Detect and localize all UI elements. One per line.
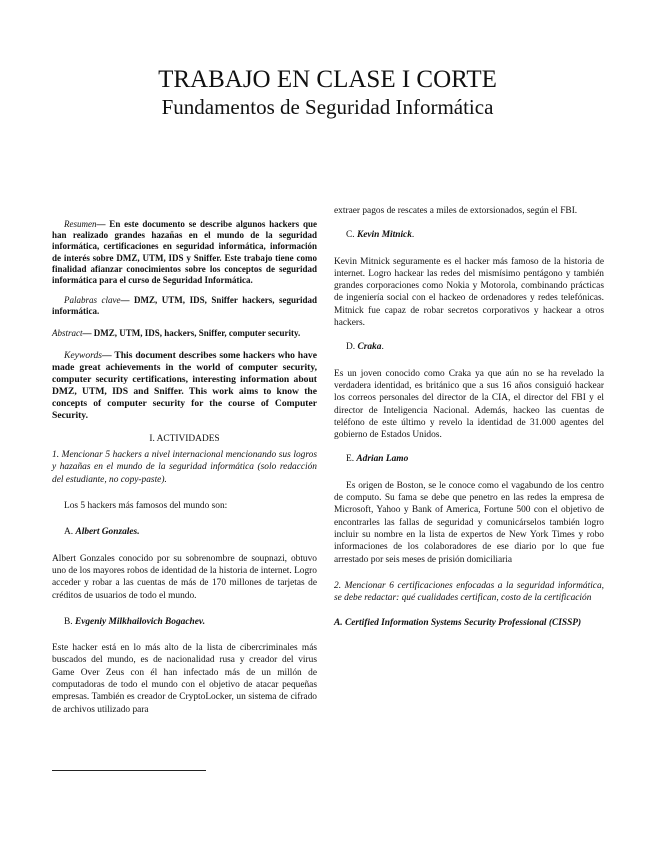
- subheading-prefix: B.: [64, 616, 75, 627]
- abstract-paragraph: [52, 328, 317, 339]
- subheading-dot: .: [381, 342, 384, 353]
- hackers-intro: Los 5 hackers más famosos del mundo son:: [64, 501, 228, 512]
- certification-a-heading: A. Certified Information Systems Security Professional (CISSP): [334, 618, 582, 629]
- subheading-name: Adrian Lamo: [356, 454, 409, 465]
- subheading-dot: .: [411, 230, 415, 241]
- section-heading-actividades: I. ACTIVIDADES: [149, 433, 220, 444]
- page-subtitle: Fundamentos de Seguridad Informática: [161, 95, 494, 119]
- footnote-rule: [52, 770, 206, 771]
- keywords-text: — This document describes some hackers who have made great achievements in the world of computer security, computer security certifications, interesting information about DMZ, UTM, IDS and Sniffer. This work aims to know the concepts of computer security for the course of Computer Security.: [52, 349, 317, 421]
- left-column: [52, 219, 317, 716]
- kevin-mitnick-text: Kevin Mitnick seguramente es el hacker más famoso de la historia de internet. Logro hackear las redes del mismísimo pentágono y también grandes corporaciones como Nokia y Motorola, combinando prácticas de ingeniería social con el hackeo de ordenadores y redes telefónicas. Mitnick fue capaz de robar secretos corporativos y hackear a otros hackers.: [334, 256, 604, 329]
- keywords-label: Keywords: [64, 349, 103, 361]
- evgeniy-bogachev-text: Este hacker está en lo más alto de la lista de cibercriminales más buscados del mundo, es de nacionalidad rusa y creador del virus Game Over Zeus con él han infectado más de un millón de computadoras de todo el mundo con el objetivo de atacar pequeñas empresas. También es creador de CryptoLocker, un sistema de cifrado de archivos utilizado para: [52, 643, 317, 715]
- subheading-name: Evgeniy Milkhailovich Bogachev.: [74, 616, 206, 627]
- resumen-label: Resumen: [64, 219, 97, 229]
- subheading-evgeniy-bogachev: [52, 616, 317, 628]
- subheading-prefix: E.: [346, 454, 357, 465]
- question-2: 2. Mencionar 6 certificaciones enfocadas a la seguridad informática, se debe redactar: qué cualidades certifican, costo de la certificación: [334, 580, 604, 604]
- abstract-label: Abstract: [52, 327, 83, 338]
- palabras-clave-text: — DMZ, UTM, IDS, Sniffer hackers, seguridad informática.: [52, 295, 317, 317]
- right-column: [334, 205, 604, 630]
- subheading-adrian-lamo: [334, 453, 604, 465]
- subheading-name: Kevin Mitnick: [356, 230, 412, 241]
- subheading-prefix: C.: [346, 230, 357, 241]
- keywords-paragraph: [52, 350, 317, 422]
- palabras-clave-paragraph: [52, 295, 317, 317]
- palabras-clave-label: Palabras clave: [64, 295, 121, 306]
- subheading-name: Craka: [357, 342, 382, 353]
- resumen-text: — En este documento se describe algunos hackers que han realizado grandes hazañas en el mundo de la seguridad informática, certificaciones en seguridad informática, información de interés sobre DMZ, UTM, IDS y Sniffer. Este trabajo tiene como finalidad afianzar conocimientos sobre los conceptos de seguridad informática para el curso de Seguridad Informática.: [52, 219, 317, 286]
- subheading-prefix: D.: [346, 342, 358, 353]
- craka-text: Es un joven conocido como Craka ya que aún no se ha revelado la verdadera identidad, es británico que a sus 16 años consiguió hackear los correos personales del director de la CIA, el director del FBI y el director de Inteligencia Nacional. Además, hackeo las cuentas de teléfono de este último y revelo la identidad de 31.000 agentes del gobierno de Estados Unidos.: [334, 368, 604, 441]
- subheading-name: Albert Gonzales.: [75, 527, 140, 538]
- bogachev-continuation: extraer pagos de rescates a miles de extorsionados, según el FBI.: [334, 206, 578, 216]
- question-1: 1. Mencionar 5 hackers a nivel internacional mencionando sus logros y hazañas en el mundo de la seguridad informática (solo redacción del estudiante, no copy-paste).: [52, 450, 317, 485]
- abstract-text: — DMZ, UTM, IDS, hackers, Sniffer, computer security.: [82, 327, 301, 338]
- adrian-lamo-text: Es origen de Boston, se le conoce como el vagabundo de los centro de computo. Su fama se debe que penetro en las redes la empresa de Microsoft, Yahoo y Bank of America, Fortune 500 con el objetivo de encontrarles las fallas de seguridad y comunicárselos también logro incluir su nombre en la lista de expertos de New York Times y robo informaciones de los colaboradores de ese diario por lo que fue arrestado por seis meses de prisión domiciliaria: [334, 480, 604, 565]
- subheading-kevin-mitnick: [334, 229, 604, 241]
- page-title: TRABAJO EN CLASE I CORTE: [158, 66, 497, 93]
- subheading-albert-gonzales: [52, 526, 317, 538]
- subheading-craka: [334, 341, 604, 353]
- subheading-prefix: A.: [64, 527, 76, 538]
- resumen-paragraph: [52, 219, 317, 286]
- albert-gonzales-text: Albert Gonzales conocido por su sobrenombre de soupnazi, obtuvo uno de los mayores robos de identidad de la historia de internet. Logro acceder y robar a las cuentas de más de 170 millones de tarjetas de créditos de usuarios de todo el mundo.: [52, 553, 317, 601]
